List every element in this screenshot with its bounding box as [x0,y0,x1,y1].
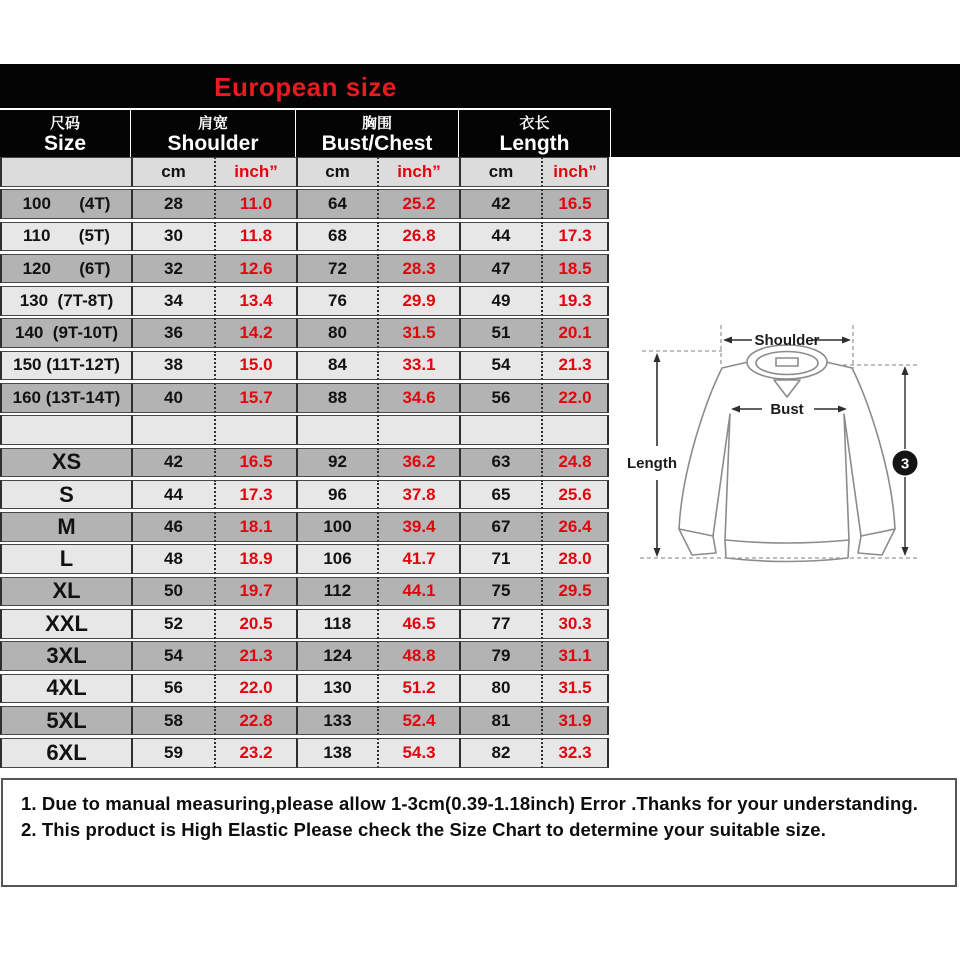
size-cell: 130 (7T-8T) [0,286,131,316]
cm-value-cell: 76 [296,286,377,316]
cm-value-cell: 118 [296,609,377,639]
inch-value-cell: 34.6 [377,383,459,413]
size-cell: 150 (11T-12T) [0,351,131,381]
inch-value-cell: 19.7 [214,577,296,607]
cm-value-cell: 44 [131,480,214,510]
inch-value-cell: 22.0 [214,674,296,704]
cm-value-cell: 63 [459,448,541,478]
inch-value-cell: 23.2 [214,738,296,768]
column-header-size [0,110,131,159]
inch-value-cell: 22.0 [541,383,609,413]
size-row [0,254,611,284]
cm-value-cell: 52 [131,609,214,639]
column-header-shoulder [131,110,296,159]
size-cell [0,415,131,445]
cm-value-cell: 88 [296,383,377,413]
cm-value-cell: 64 [296,189,377,219]
shoulder-label: Shoulder [754,332,820,349]
inch-value-cell: 41.7 [377,544,459,574]
cm-value-cell: 100 [296,512,377,542]
inch-value-cell: 19.3 [541,286,609,316]
column-header-size-en: Size [43,131,87,155]
length-label: Length [627,455,677,472]
cm-value-cell: 68 [296,222,377,252]
cm-value-cell: 82 [459,738,541,768]
size-table-body [0,157,611,770]
size-cell: 4XL [0,674,131,704]
inch-value-cell: 21.3 [541,351,609,381]
inch-value-cell: 52.4 [377,706,459,736]
size-cell: 160 (13T-14T) [0,383,131,413]
inch-value-cell: 36.2 [377,448,459,478]
inch-value-cell: 29.5 [541,577,609,607]
column-header-shoulder-en: Shoulder [167,131,259,155]
units-row [0,157,611,187]
inch-value-cell: inch” [541,157,609,187]
cm-value-cell: 96 [296,480,377,510]
cm-value-cell: 106 [296,544,377,574]
size-cell: 5XL [0,706,131,736]
size-row [0,189,611,219]
size-cell: S [0,480,131,510]
cm-value-cell: 80 [459,674,541,704]
inch-value-cell: 16.5 [214,448,296,478]
cm-value-cell: 32 [131,254,214,284]
size-cell: 100 (4T) [0,189,131,219]
inch-value-cell: 21.3 [214,641,296,671]
inch-value-cell: 26.4 [541,512,609,542]
inch-value-cell: 18.9 [214,544,296,574]
cm-value-cell: 59 [131,738,214,768]
size-cell: 6XL [0,738,131,768]
inch-value-cell: 17.3 [214,480,296,510]
size-row [0,480,611,510]
inch-value-cell: inch” [377,157,459,187]
inch-value-cell: 28.0 [541,544,609,574]
cm-value-cell: 124 [296,641,377,671]
size-row [0,609,611,639]
size-cell: 120 (6T) [0,254,131,284]
inch-value-cell: 31.9 [541,706,609,736]
inch-value-cell [377,415,459,445]
cm-value-cell: 71 [459,544,541,574]
size-row [0,577,611,607]
cm-value-cell: 67 [459,512,541,542]
column-header-length-zh: 衣长 [519,114,550,132]
column-header-size-zh: 尺码 [49,114,80,132]
size-cell: 3XL [0,641,131,671]
cm-value-cell: 49 [459,286,541,316]
badge-number: 3 [900,455,910,473]
cm-value-cell: 46 [131,512,214,542]
inch-value-cell: 33.1 [377,351,459,381]
inch-value-cell: 30.3 [541,609,609,639]
inch-value-cell: 51.2 [377,674,459,704]
inch-value-cell: 25.6 [541,480,609,510]
cm-value-cell: 40 [131,383,214,413]
cm-value-cell: 47 [459,254,541,284]
inch-value-cell: 13.4 [214,286,296,316]
cm-value-cell: 112 [296,577,377,607]
cm-value-cell: 51 [459,318,541,348]
note-line-2: 2. This product is High Elastic Please check the Size Chart to determine your suitable size. [21,819,826,840]
cm-value-cell: 54 [459,351,541,381]
table-header-row [0,108,611,159]
cm-value-cell: 56 [459,383,541,413]
inch-value-cell: 44.1 [377,577,459,607]
cm-value-cell: 58 [131,706,214,736]
column-header-bust-en: Bust/Chest [321,131,433,155]
cm-value-cell: cm [296,157,377,187]
note-line-1: 1. Due to manual measuring,please allow 1-3cm(0.39-1.18inch) Error .Thanks for your understanding. [21,793,919,814]
footer-notes [1,778,957,887]
column-header-length [459,110,611,159]
cm-value-cell: cm [131,157,214,187]
inch-value-cell: 46.5 [377,609,459,639]
column-header-shoulder-zh: 肩宽 [197,114,228,132]
cm-value-cell [459,415,541,445]
column-header-bust-zh: 胸围 [361,114,392,132]
inch-value-cell: 54.3 [377,738,459,768]
cm-value-cell: 80 [296,318,377,348]
cm-value-cell: 28 [131,189,214,219]
sweater-outline [679,345,895,562]
inch-value-cell: 18.5 [541,254,609,284]
inch-value-cell: 17.3 [541,222,609,252]
inch-value-cell: 39.4 [377,512,459,542]
size-row [0,512,611,542]
cm-value-cell: 56 [131,674,214,704]
inch-value-cell: 12.6 [214,254,296,284]
size-cell: XS [0,448,131,478]
inch-value-cell: 31.5 [541,674,609,704]
size-cell: 140 (9T-10T) [0,318,131,348]
cm-value-cell: 72 [296,254,377,284]
inch-value-cell: 31.1 [541,641,609,671]
inch-value-cell: 22.8 [214,706,296,736]
size-cell: 110 (5T) [0,222,131,252]
inch-value-cell: 31.5 [377,318,459,348]
cm-value-cell: 81 [459,706,541,736]
bust-label: Bust [770,401,804,418]
size-row [0,222,611,252]
size-row [0,738,611,768]
size-row [0,286,611,316]
cm-value-cell [131,415,214,445]
inch-value-cell: 14.2 [214,318,296,348]
inch-value-cell: inch” [214,157,296,187]
spacer-row [0,415,611,445]
cm-value-cell: 42 [459,189,541,219]
inch-value-cell: 16.5 [541,189,609,219]
column-header-bust [296,110,459,159]
cm-value-cell: 75 [459,577,541,607]
cm-value-cell: 130 [296,674,377,704]
cm-value-cell: 138 [296,738,377,768]
cm-value-cell: 36 [131,318,214,348]
inch-value-cell: 25.2 [377,189,459,219]
column-header-length-en: Length [499,131,570,155]
cm-value-cell: 84 [296,351,377,381]
size-cell: M [0,512,131,542]
size-row [0,706,611,736]
inch-value-cell: 20.5 [214,609,296,639]
cm-value-cell: 92 [296,448,377,478]
cm-value-cell: 30 [131,222,214,252]
inch-value-cell: 20.1 [541,318,609,348]
inch-value-cell: 37.8 [377,480,459,510]
cm-value-cell: 133 [296,706,377,736]
inch-value-cell: 15.7 [214,383,296,413]
chart-title: European size [214,72,397,102]
size-row [0,351,611,381]
cm-value-cell: 38 [131,351,214,381]
inch-value-cell: 48.8 [377,641,459,671]
size-row [0,674,611,704]
size-cell: XL [0,577,131,607]
cm-value-cell: cm [459,157,541,187]
inch-value-cell: 26.8 [377,222,459,252]
inch-value-cell: 29.9 [377,286,459,316]
size-cell: L [0,544,131,574]
cm-value-cell: 50 [131,577,214,607]
size-row [0,544,611,574]
size-row [0,448,611,478]
size-row [0,641,611,671]
cm-value-cell: 65 [459,480,541,510]
inch-value-cell: 11.0 [214,189,296,219]
cm-value-cell [296,415,377,445]
cm-value-cell: 42 [131,448,214,478]
size-row [0,383,611,413]
inch-value-cell: 15.0 [214,351,296,381]
inch-value-cell: 32.3 [541,738,609,768]
size-cell: XXL [0,609,131,639]
inch-value-cell [214,415,296,445]
cm-value-cell: 44 [459,222,541,252]
cm-value-cell: 54 [131,641,214,671]
size-row [0,318,611,348]
cm-value-cell: 79 [459,641,541,671]
cm-value-cell: 34 [131,286,214,316]
inch-value-cell: 28.3 [377,254,459,284]
size-cell [0,157,131,187]
cm-value-cell: 77 [459,609,541,639]
inch-value-cell: 18.1 [214,512,296,542]
garment-measure-diagram [622,318,954,570]
inch-value-cell: 24.8 [541,448,609,478]
cm-value-cell: 48 [131,544,214,574]
inch-value-cell [541,415,609,445]
inch-value-cell: 11.8 [214,222,296,252]
